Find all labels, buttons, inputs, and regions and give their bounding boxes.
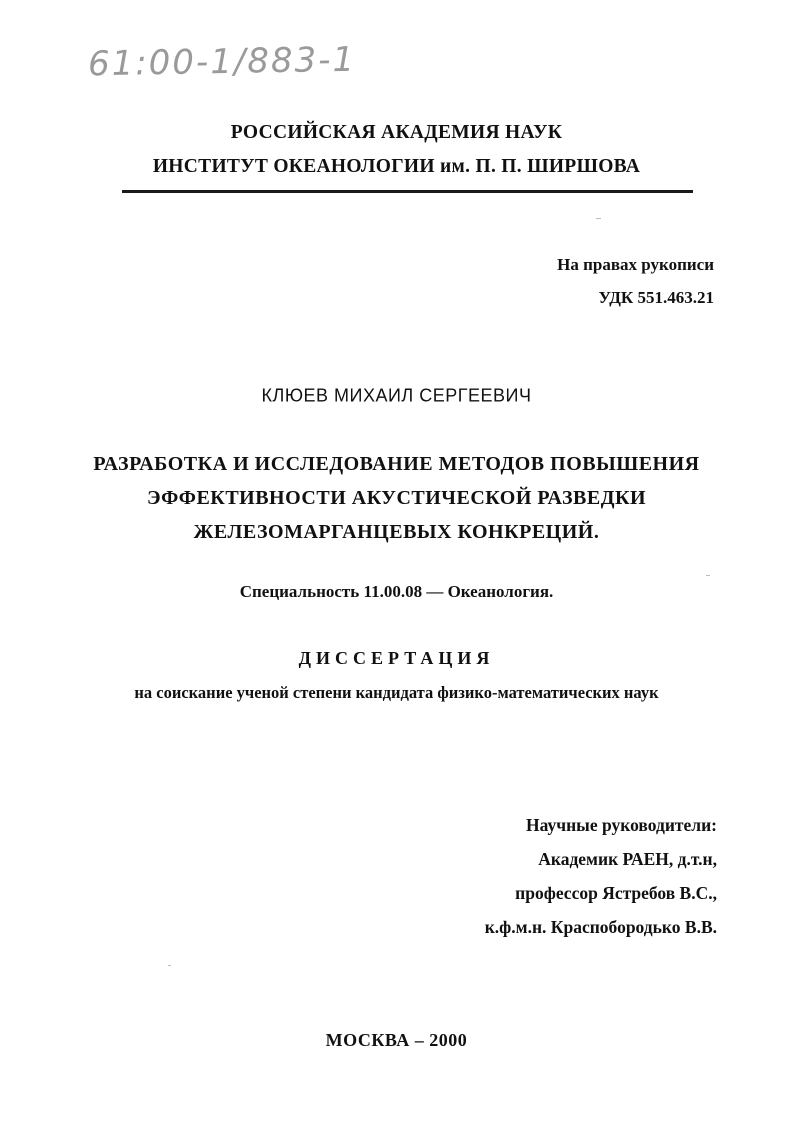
dissertation-label: ДИССЕРТАЦИЯ: [298, 648, 495, 668]
title-line-2: ЭФФЕКТИВНОСТИ АКУСТИЧЕСКОЙ РАЗВЕДКИ: [146, 487, 647, 509]
archive-stamp: 61:00-1/883-1: [87, 39, 357, 85]
header-divider: [122, 190, 693, 193]
city-year: МОСКВА – 2000: [325, 1030, 468, 1050]
author-name: КЛЮЕВ МИХАИЛ СЕРГЕЕВИЧ: [261, 384, 532, 406]
academy-name: РОССИЙСКАЯ АКАДЕМИЯ НАУК: [230, 122, 563, 143]
manuscript-rights: На правах рукописи: [557, 255, 714, 274]
degree-line: на соискание ученой степени кандидата физико-математических наук: [134, 683, 659, 702]
udc-code: УДК 551.463.21: [598, 288, 714, 307]
scan-speck: [168, 965, 171, 966]
specialty: Специальность 11.00.08 — Океанология.: [239, 582, 554, 601]
scan-speck: [706, 575, 710, 576]
title-line-1: РАЗРАБОТКА И ИССЛЕДОВАНИЕ МЕТОДОВ ПОВЫШЕНИЯ: [93, 453, 700, 475]
supervisor-line-2: профессор Ястребов В.С.,: [515, 883, 717, 903]
scan-speck: [596, 218, 601, 219]
supervisor-line-1: Академик РАЕН, д.т.н,: [538, 849, 717, 869]
supervisors-heading: Научные руководители:: [525, 815, 717, 835]
supervisor-line-3: к.ф.м.н. Краспобородько В.В.: [484, 917, 717, 937]
institute-name: ИНСТИТУТ ОКЕАНОЛОГИИ им. П. П. ШИРШОВА: [152, 156, 641, 177]
title-line-3: ЖЕЛЕЗОМАРГАНЦЕВЫХ КОНКРЕЦИЙ.: [193, 521, 600, 543]
